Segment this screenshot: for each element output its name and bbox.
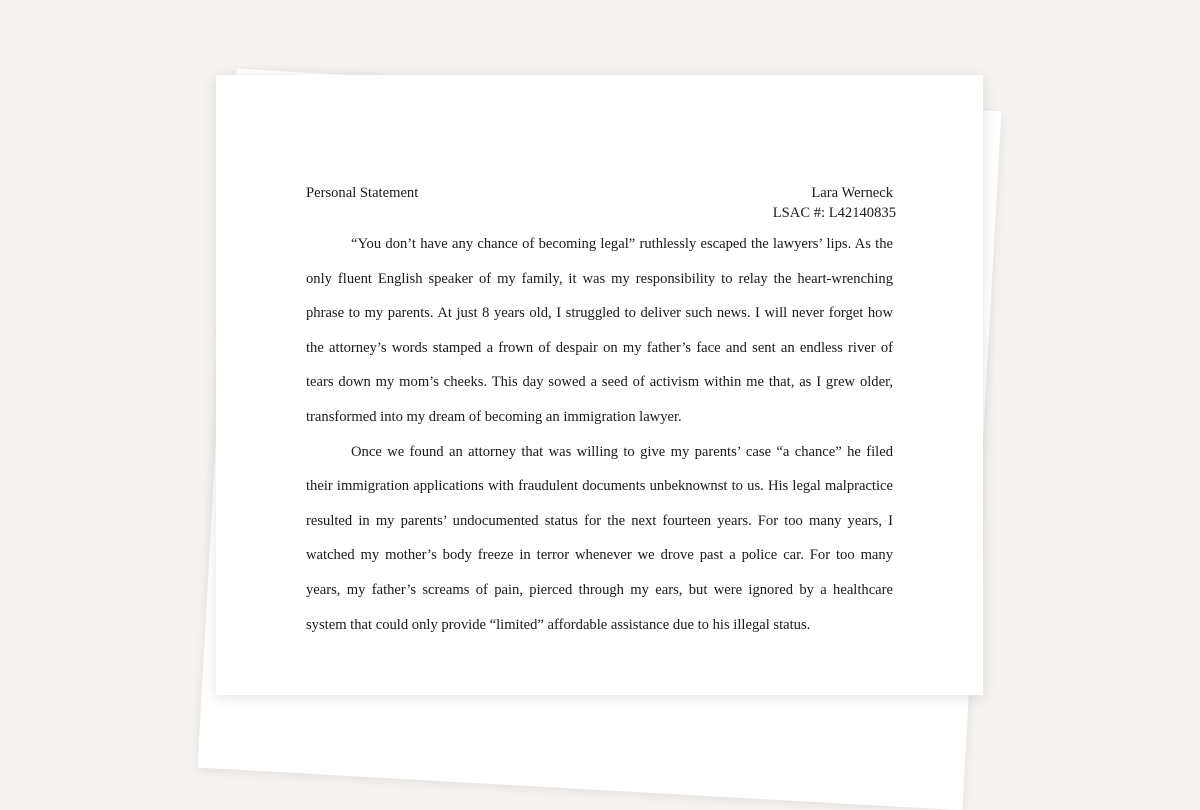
lsac-number: LSAC #: L42140835 bbox=[772, 205, 896, 221]
document-type-label: Personal Statement bbox=[306, 185, 419, 201]
document-header bbox=[306, 183, 896, 223]
paragraph: Once we found an attorney that was willing to give my parents’ case “a chance” he filed their immigration applications with fraudulent documents unbeknownst to us. His legal malpractice resulted in my parents’ undocumented status for the next fourteen years. For too many years, I watched my mother’s body freeze in terror whenever we drove past a police car. For too many years, my father’s screams of pain, pierced through my ears, but were ignored by a healthcare system that could only provide “limited” affordable assistance due to his illegal status. bbox=[306, 443, 893, 633]
author-block bbox=[773, 183, 896, 223]
document-page bbox=[216, 75, 983, 695]
paragraph: “You don’t have any chance of becoming legal” ruthlessly escaped the lawyers’ lips. As the only fluent English speaker of my family, it was my responsibility to relay the heart-wrenching phrase to my parents. At just 8 years old, I struggled to deliver such news. I will never forget how the attorney’s words stamped a frown of despair on my father’s face and sent an endless river of tears down my mom’s cheeks. This day sowed a seed of activism within me that, as I grew older, transformed into my dream of becoming an immigration lawyer. bbox=[306, 236, 893, 425]
statement-body bbox=[306, 227, 893, 642]
document-content bbox=[306, 183, 896, 642]
author-name: Lara Werneck bbox=[811, 185, 893, 201]
